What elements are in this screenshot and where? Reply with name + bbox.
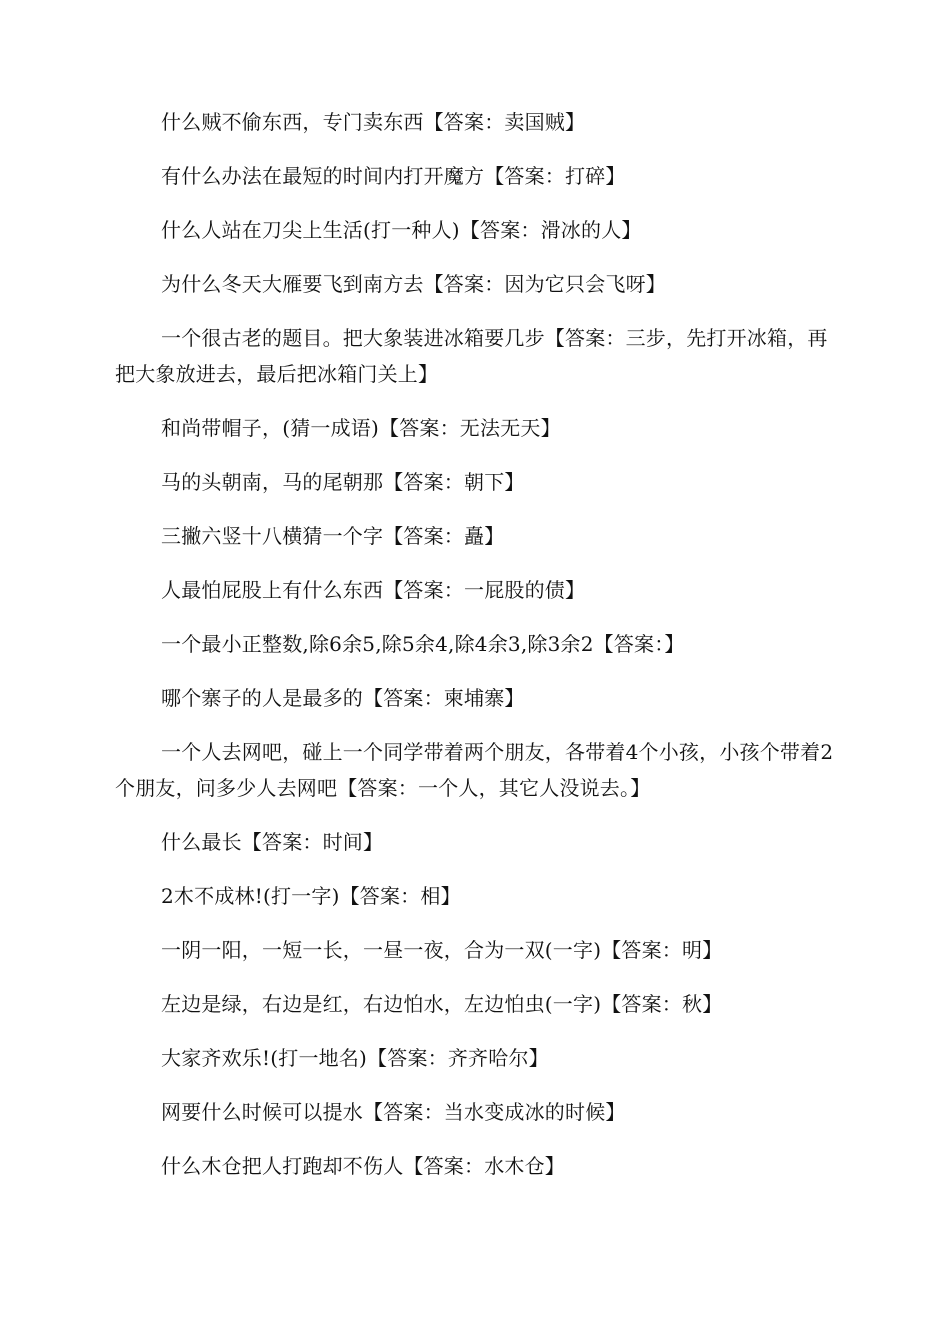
riddle-paragraph: 一个很古老的题目。把大象装进冰箱要几步【答案：三步，先打开冰箱，再把大象放进去，最后把冰箱门关上】 <box>115 326 828 386</box>
riddle-paragraph: 2木不成林!(打一字)【答案：相】 <box>161 884 461 908</box>
riddle-paragraph: 哪个寨子的人是最多的【答案：柬埔寨】 <box>161 686 525 710</box>
riddle-paragraph: 有什么办法在最短的时间内打开魔方【答案：打碎】 <box>161 164 626 188</box>
riddle-paragraph: 一阴一阳，一短一长，一昼一夜，合为一双(一字)【答案：明】 <box>161 938 723 962</box>
riddle-paragraph: 什么木仓把人打跑却不伤人【答案：水木仓】 <box>161 1154 565 1178</box>
riddle-paragraph: 一个人去网吧，碰上一个同学带着两个朋友，各带着4个小孩，小孩个带着2个朋友，问多少人去网吧【答案：一个人，其它人没说去。】 <box>115 740 834 800</box>
riddle-paragraph: 什么人站在刀尖上生活(打一种人)【答案：滑冰的人】 <box>161 218 642 242</box>
riddle-paragraph: 马的头朝南，马的尾朝那【答案：朝下】 <box>161 470 525 494</box>
riddle-list <box>115 104 835 1202</box>
riddle-paragraph: 网要什么时候可以提水【答案：当水变成冰的时候】 <box>161 1100 626 1124</box>
riddle-paragraph: 左边是绿，右边是红，右边怕水，左边怕虫(一字)【答案：秋】 <box>161 992 723 1016</box>
riddle-paragraph: 和尚带帽子，(猜一成语)【答案：无法无天】 <box>161 416 561 440</box>
riddle-paragraph: 一个最小正整数,除6余5,除5余4,除4余3,除3余2【答案：】 <box>161 632 685 656</box>
riddle-paragraph: 什么最长【答案：时间】 <box>161 830 384 854</box>
riddle-paragraph: 人最怕屁股上有什么东西【答案：一屁股的债】 <box>161 578 586 602</box>
riddle-paragraph: 什么贼不偷东西，专门卖东西【答案：卖国贼】 <box>161 110 586 134</box>
riddle-paragraph: 为什么冬天大雁要飞到南方去【答案：因为它只会飞呀】 <box>161 272 666 296</box>
riddle-paragraph: 大家齐欢乐!(打一地名)【答案：齐齐哈尔】 <box>161 1046 549 1070</box>
riddle-paragraph: 三撇六竖十八横猜一个字【答案：矗】 <box>161 524 505 548</box>
